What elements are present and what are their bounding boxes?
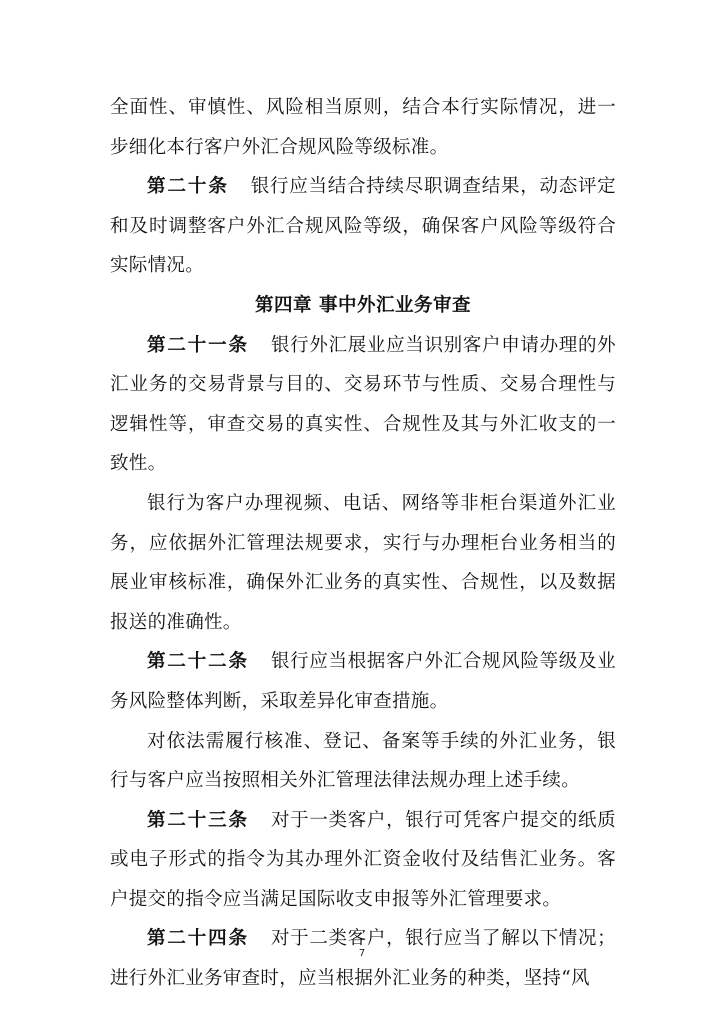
article-number: 第二十四条 (147, 928, 249, 950)
article-number: 第二十二条 (147, 651, 249, 673)
article-21 (110, 326, 616, 484)
paragraph-text: 对于二类客户，银行应当了解以下情况；进行外汇业务审查时，应当根据外汇业务的种类，坚持“风 (110, 928, 616, 990)
article-number: 第二十条 (147, 176, 229, 198)
article-22-paragraph-2 (110, 722, 616, 801)
paragraph-text: 银行应当结合持续尽职调查结果，动态评定和及时调整客户外汇合规风险等级，确保客户风险等级符合实际情况。 (110, 176, 616, 277)
article-21-paragraph-2 (110, 484, 616, 642)
article-number: 第二十一条 (147, 334, 249, 356)
paragraph-text: 全面性、审慎性、风险相当原则，结合本行实际情况，进一步细化本行客户外汇合规风险等级标准。 (110, 97, 616, 158)
paragraph-text: 银行应当根据客户外汇合规风险等级及业务风险整体判断，采取差异化审查措施。 (110, 651, 616, 712)
article-23 (110, 801, 616, 920)
article-20 (110, 167, 616, 286)
article-number: 第二十三条 (147, 809, 249, 831)
article-24 (110, 919, 616, 998)
paragraph-continuation (110, 88, 616, 167)
paragraph-text: 对依法需履行核准、登记、备案等手续的外汇业务，银行与客户应当按照相关外汇管理法律法规办理上述手续。 (110, 730, 616, 792)
paragraph-text: 银行为客户办理视频、电话、网络等非柜台渠道外汇业务，应依据外汇管理法规要求，实行与办理柜台业务相当的展业审核标准，确保外汇业务的真实性、合规性，以及数据报送的准确性。 (110, 492, 616, 633)
paragraph-text: 对于一类客户，银行可凭客户提交的纸质或电子形式的指令为其办理外汇资金收付及结售汇业务。客户提交的指令应当满足国际收支申报等外汇管理要求。 (110, 809, 616, 910)
chapter-title: 第四章 事中外汇业务审查 (255, 294, 471, 316)
page-number: 7 (358, 948, 366, 959)
body-text (110, 88, 616, 999)
paragraph-text: 银行外汇展业应当识别客户申请办理的外汇业务的交易背景与目的、交易环节与性质、交易合理性与逻辑性等，审查交易的真实性、合规性及其与外汇收支的一致性。 (110, 334, 616, 475)
article-22 (110, 642, 616, 721)
